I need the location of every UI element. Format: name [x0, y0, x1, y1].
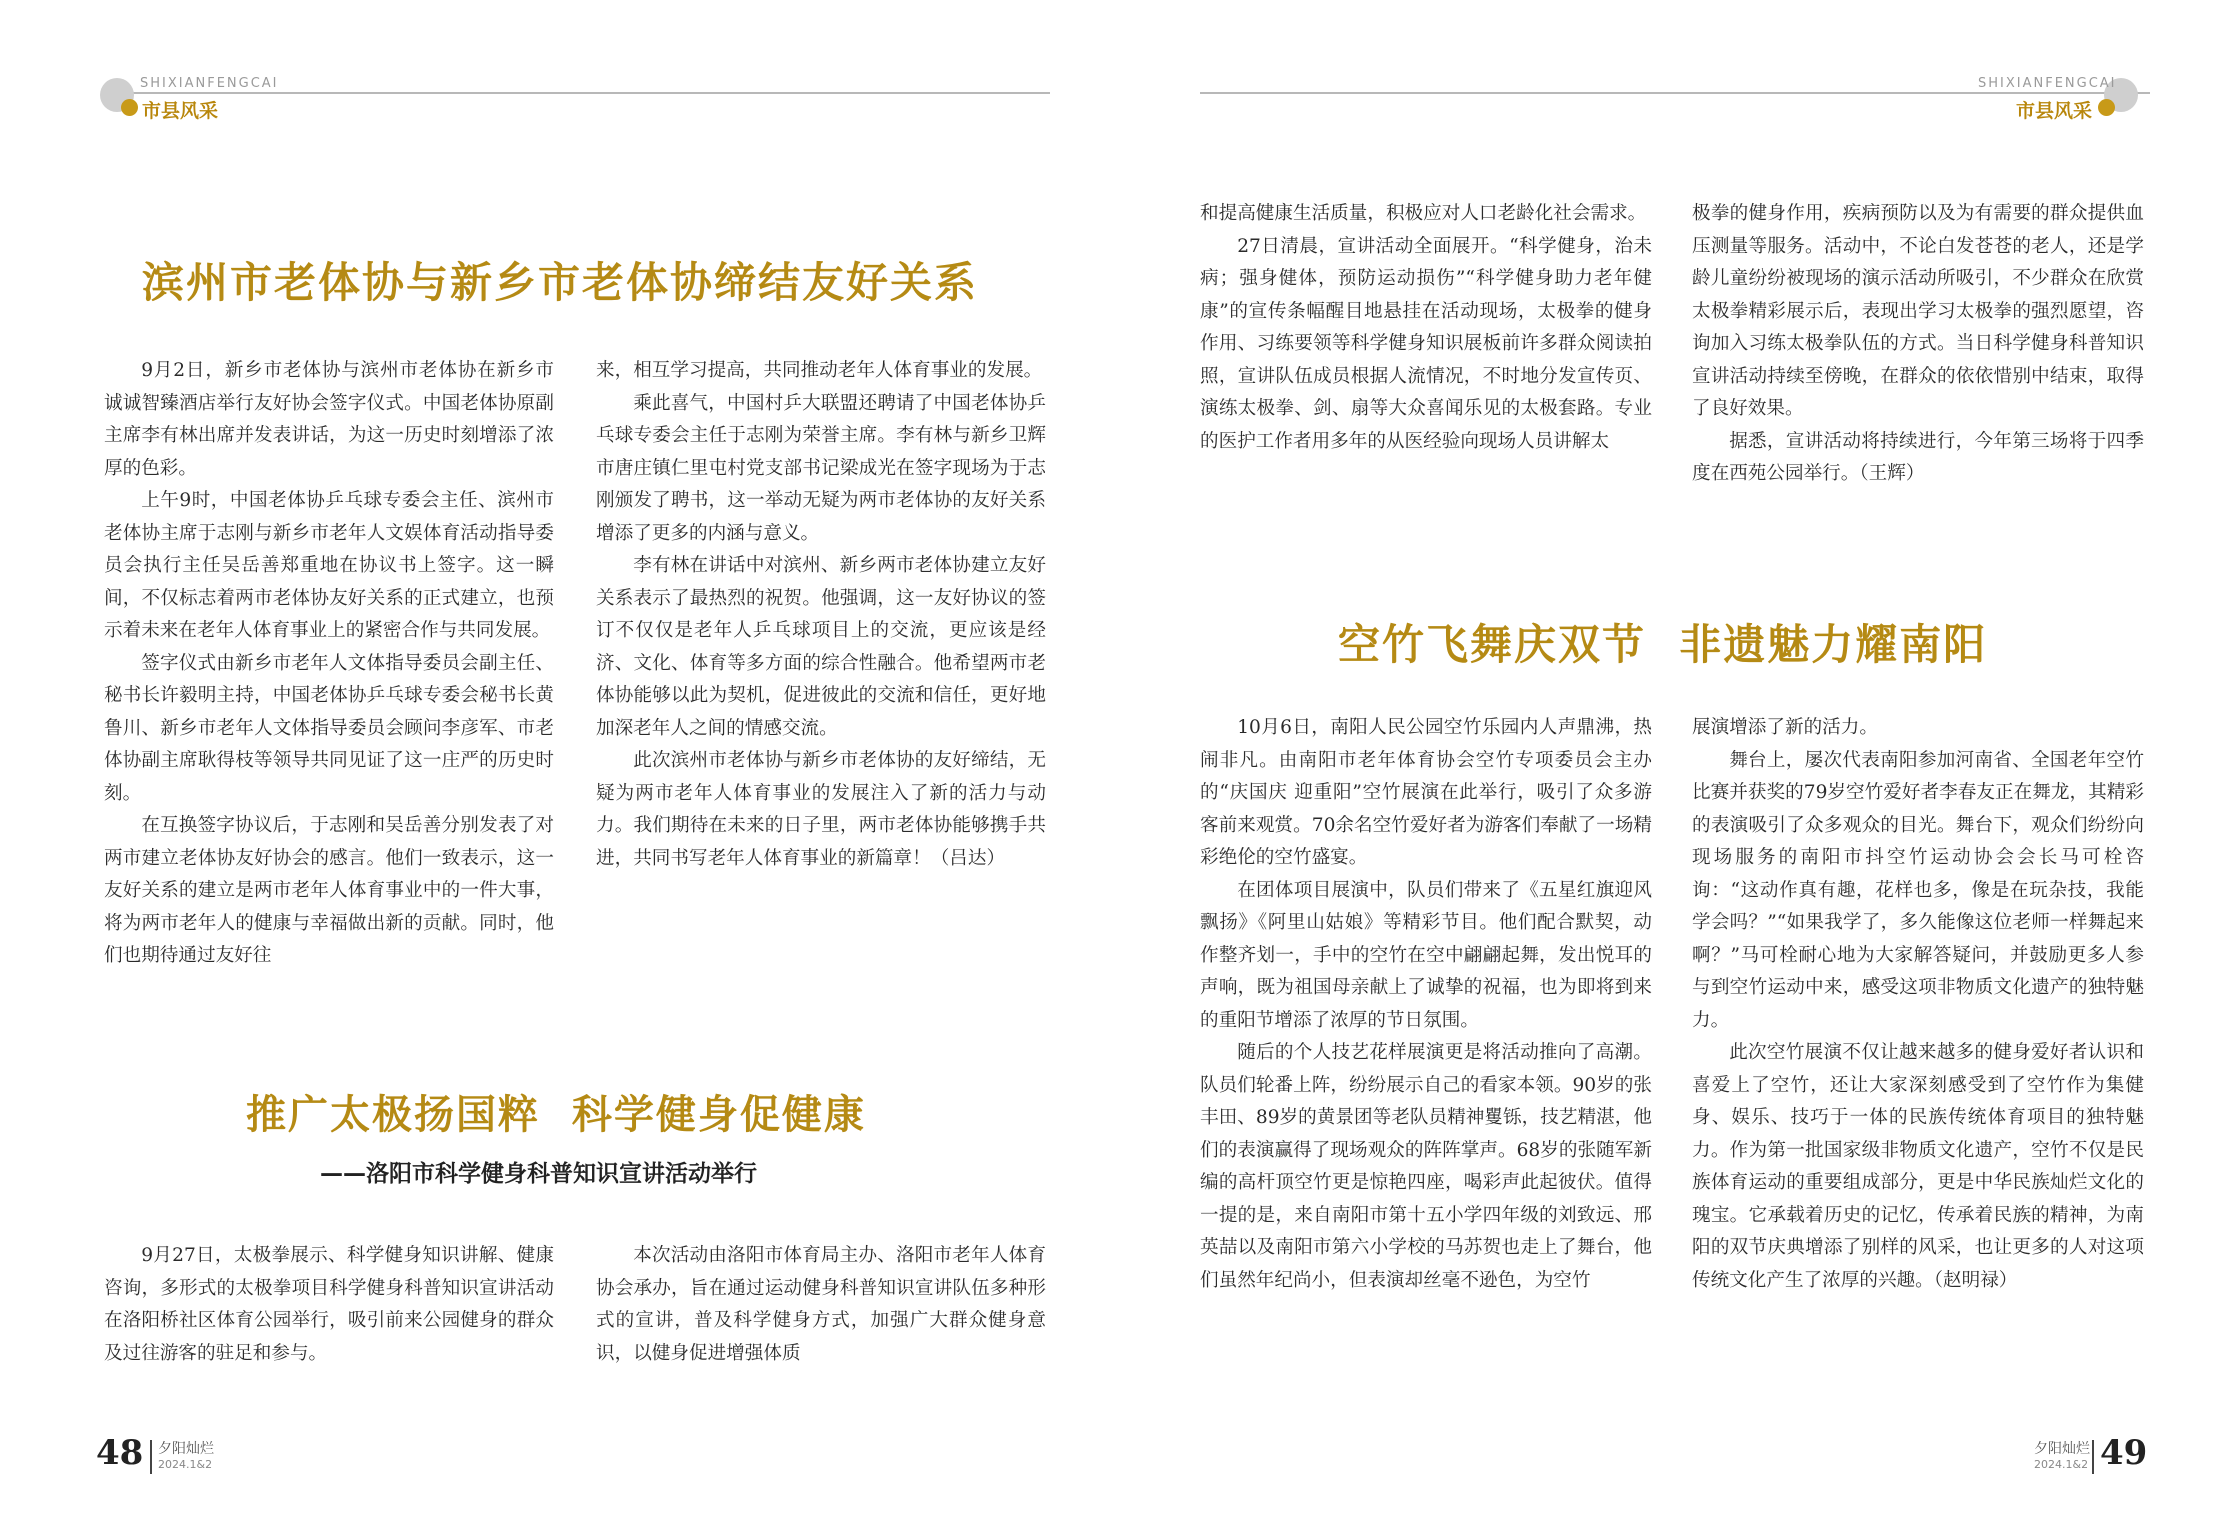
paragraph: 签字仪式由新乡市老年人文体指导委员会副主任、秘书长许毅明主持，中国老体协乒乓球专委会秘书长黄鲁川、新乡市老年人文体指导委员会顾问李彦军、市老体协副主席耿得枝等领导共同见证了这一庄严的历史时刻。	[104, 652, 554, 804]
paragraph: 李有林在讲话中对滨州、新乡两市老体协建立友好关系表示了最热烈的祝贺。他强调，这一友好协议的签订不仅仅是老年人乒乓球项目上的交流，更应该是经济、文化、体育等多方面的综合性融合。他希望两市老体协能够以此为契机，促进彼此的交流和信任，更好地加深老年人之间的情感交流。	[596, 555, 1046, 739]
paragraph: 和提高健康生活质量，积极应对人口老龄化社会需求。	[1200, 203, 1647, 224]
paragraph: 极拳的健身作用，疾病预防以及为有需要的群众提供血压测量等服务。活动中，不论白发苍苍的老人，还是学龄儿童纷纷被现场的演示活动所吸引，不少群众在欣赏太极拳精彩展示后，表现出学习太极拳的强烈愿望，咨询加入习练太极拳队伍的方式。当日科学健身科普知识宣讲活动持续至傍晚，在群众的依依惜别中结束，取得了良好效果。	[1692, 203, 2144, 419]
magazine-name-right: 夕阳灿烂	[2034, 1441, 2090, 1457]
article2-column-4	[1692, 198, 2144, 491]
magazine-name-left: 夕阳灿烂	[158, 1441, 214, 1457]
paragraph: 10月6日，南阳人民公园空竹乐园内人声鼎沸，热闹非凡。由南阳市老年体育协会空竹专项委员会主办的“庆国庆 迎重阳”空竹展演在此举行，吸引了众多游客前来观赏。70余名空竹爱好者为游客们奉献了一场精彩绝伦的空竹盛宴。	[1200, 717, 1652, 868]
paragraph: 9月2日，新乡市老体协与滨州市老体协在新乡市诚诚智臻酒店举行友好协会签字仪式。中国老体协原副主席李有林出席并发表讲话，为这一历史时刻增添了浓厚的色彩。	[104, 360, 554, 479]
article2-subtitle: ——洛阳市科学健身科普知识宣讲活动举行	[320, 1161, 757, 1187]
paragraph: 上午9时，中国老体协乒乓球专委会主任、滨州市老体协主席于志刚与新乡市老年人文娱体育活动指导委员会执行主任吴岳善郑重地在协议书上签字。这一瞬间，不仅标志着两市老体协友好关系的正式建立，也预示着未来在老年人体育事业上的紧密合作与共同发展。	[104, 490, 554, 641]
header-section-left: 市县风采	[142, 100, 219, 122]
header-dot-right	[2098, 99, 2115, 116]
article1-title: 滨州市老体协与新乡市老体协缔结友好关系	[142, 258, 979, 307]
paragraph: 展演增添了新的活力。	[1692, 717, 1878, 738]
page-number-left: 48	[96, 1433, 144, 1473]
header-pinyin-right: SHIXIANFENGCAI	[1978, 76, 2117, 91]
paragraph: 乘此喜气，中国村乒大联盟还聘请了中国老体协乒乓球专委会主任于志刚为荣誉主席。李有林与新乡卫辉市唐庄镇仁里屯村党支部书记梁成光在签字现场为于志刚颁发了聘书，这一举动无疑为两市老体协的友好关系增添了更多的内涵与意义。	[596, 392, 1046, 544]
article2-column-1	[104, 1240, 554, 1370]
paragraph: 此次空竹展演不仅让越来越多的健身爱好者认识和喜爱上了空竹，还让大家深刻感受到了空竹作为集健身、娱乐、技巧于一体的民族传统体育项目的独特魅力。作为第一批国家级非物质文化遗产，空竹不仅是民族体育运动的重要组成部分，更是中华民族灿烂文化的瑰宝。它承载着历史的记忆，传承着民族的精神，为南阳的双节庆典增添了别样的风采，也让更多的人对这项传统文化产生了浓厚的兴趣。（赵明禄）	[1692, 1042, 2144, 1291]
issue-label-right: 2024.1&2	[2034, 1458, 2089, 1471]
paragraph: 在团体项目展演中，队员们带来了《五星红旗迎风飘扬》《阿里山姑娘》等精彩节目。他们配合默契，动作整齐划一，手中的空竹在空中翩翩起舞，发出悦耳的声响，既为祖国母亲献上了诚挚的祝福，也为即将到来的重阳节增添了浓厚的节日氛围。	[1200, 879, 1652, 1031]
article2-column-2	[596, 1240, 1046, 1370]
header-rule-right	[1200, 92, 2150, 94]
article3-column-2	[1692, 712, 2144, 1297]
article3-title: 空竹飞舞庆双节 非遗魅力耀南阳	[1338, 620, 1988, 669]
paragraph: 来，相互学习提高，共同推动老年人体育事业的发展。	[596, 360, 1043, 381]
article1-column-1	[104, 355, 554, 973]
header-pinyin-left: SHIXIANFENGCAI	[140, 76, 279, 91]
paragraph: 舞台上，屡次代表南阳参加河南省、全国老年空竹比赛并获奖的79岁空竹爱好者李春友正在舞龙，其精彩的表演吸引了众多观众的目光。舞台下，观众们纷纷向现场服务的南阳市抖空竹运动协会会长马可栓咨询：“这动作真有趣，花样也多，像是在玩杂技，我能学会吗？”“如果我学了，多久能像这位老师一样舞起来啊？”马可栓耐心地为大家解答疑问，并鼓励更多人参与到空竹运动中来，感受这项非物质文化遗产的独特魅力。	[1692, 749, 2144, 1031]
footer-divider-left	[150, 1440, 152, 1474]
paragraph: 27日清晨，宣讲活动全面展开。“科学健身，治未病；强身健体，预防运动损伤”“科学健身助力老年健康”的宣传条幅醒目地悬挂在活动现场，太极拳的健身作用、习练要领等科学健身知识展板前许多群众阅读拍照，宣讲队伍成员根据人流情况，不时地分发宣传页、演练太极拳、剑、扇等大众喜闻乐见的太极套路。专业的医护工作者用多年的从医经验向现场人员讲解太	[1200, 235, 1652, 452]
footer-divider-right	[2092, 1440, 2094, 1474]
issue-label-left: 2024.1&2	[158, 1458, 213, 1471]
page-number-right: 49	[2100, 1433, 2148, 1473]
header-dot-left	[121, 99, 138, 116]
paragraph: 据悉，宣讲活动将持续进行，今年第三场将于四季度在西苑公园举行。（王辉）	[1692, 430, 2144, 484]
paragraph: 随后的个人技艺花样展演更是将活动推向了高潮。队员们轮番上阵，纷纷展示自己的看家本领。90岁的张丰田、89岁的黄景团等老队员精神矍铄，技艺精湛，他们的表演赢得了现场观众的阵阵掌声。68岁的张随军新编的高杆顶空竹更是惊艳四座，喝彩声此起彼伏。值得一提的是，来自南阳市第十五小学四年级的刘致远、邢英喆以及南阳市第六小学校的马苏贺也走上了舞台，他们虽然年纪尚小，但表演却丝毫不逊色，为空竹	[1200, 1042, 1652, 1291]
article3-column-1	[1200, 712, 1652, 1297]
paragraph: 在互换签字协议后，于志刚和吴岳善分别发表了对两市建立老体协友好协会的感言。他们一致表示，这一友好关系的建立是两市老年人体育事业中的一件大事，将为两市老年人的健康与幸福做出新的贡献。同时，他们也期待通过友好往	[104, 815, 554, 966]
article1-column-2	[596, 355, 1046, 875]
article2-column-3	[1200, 198, 1652, 458]
article2-title: 推广太极扬国粹 科学健身促健康	[246, 1092, 866, 1138]
paragraph: 此次滨州市老体协与新乡市老体协的友好缔结，无疑为两市老年人体育事业的发展注入了新的活力与动力。我们期待在未来的日子里，两市老体协能够携手共进，共同书写老年人体育事业的新篇章！（吕达）	[596, 750, 1046, 869]
header-rule-left	[104, 92, 1050, 94]
paragraph: 本次活动由洛阳市体育局主办、洛阳市老年人体育协会承办，旨在通过运动健身科普知识宣讲队伍多种形式的宣讲，普及科学健身方式，加强广大群众健身意识，以健身促进增强体质	[596, 1245, 1046, 1364]
header-section-right: 市县风采	[2016, 100, 2093, 122]
paragraph: 9月27日，太极拳展示、科学健身知识讲解、健康咨询，多形式的太极拳项目科学健身科普知识宣讲活动在洛阳桥社区体育公园举行，吸引前来公园健身的群众及过往游客的驻足和参与。	[104, 1245, 554, 1364]
